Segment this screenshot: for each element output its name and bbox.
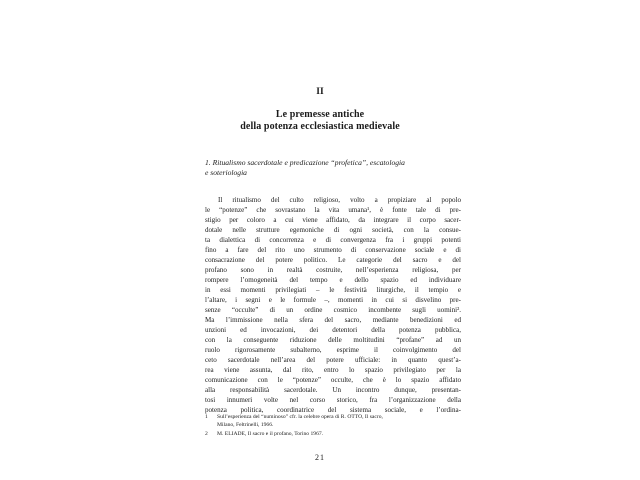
body-line: rompere l’omogeneità del tempo e dello spazio ed individuare — [205, 276, 461, 284]
section-heading-line-1: 1. Ritualismo sacerdotale e predicazione “profetica”, escatologia — [205, 158, 405, 167]
body-line: potenza politica, coordinatrice del sistema sociale, e l’ordina- — [205, 406, 461, 414]
footnote-number: 1 — [205, 414, 208, 420]
body-line: comunicazione con le “potenze” occulte, che è lo spazio affidato — [205, 376, 461, 384]
body-line: con la conseguente riduzione delle moltitudini “profane” ad un — [205, 336, 461, 344]
chapter-title-line-2: della potenza ecclesiastica medievale — [240, 121, 400, 132]
section-heading-line-2: e soteriologia — [205, 168, 247, 177]
body-line: tosi innumeri volte nel corso storico, fra l’organizzazione della — [205, 396, 461, 404]
chapter-number: II — [316, 87, 324, 97]
body-line: stigio per coloro a cui viene affidato, da integrare il corpo sacer- — [205, 216, 461, 224]
chapter-title-line-1: Le premesse antiche — [275, 109, 365, 120]
body-line: consacrazione del potere politico. Le categorie del sacro e del — [205, 256, 461, 264]
footnote-1-continuation: Milano, Feltrinelli, 1966. — [217, 422, 274, 428]
body-line: alla responsabilità sacerdotale. Un incontro dunque, presentan- — [205, 386, 461, 394]
footnote-text: M. ELIADE, Il sacro e il profano, Torino 1967. — [217, 431, 324, 437]
body-line: in essi momenti privilegiati – le festività liturgiche, il tempio e — [205, 286, 461, 294]
footnote-number: 2 — [205, 431, 208, 437]
body-line: le “potenze” che sovrastano la vita umana¹, è fonte tale di pre- — [205, 206, 461, 214]
page-number: 21 — [315, 453, 325, 462]
body-line: ta dialettica di concorrenza e di convergenza fra i gruppi potenti — [205, 236, 461, 244]
body-line: ruolo rigorosamente subalterno, esprime il coinvolgimento del — [205, 346, 461, 354]
body-line: dotale nelle strutture egemoniche di ogni società, con la consue- — [205, 226, 461, 234]
body-line: fino a fare del rito uno strumento di conservazione sociale e di — [205, 246, 461, 254]
body-line: ceto sacerdotale nell’area del potere ufficiale: in quanto quest’a- — [205, 356, 461, 364]
body-line: Il ritualismo del culto religioso, volto a propiziare al popolo — [218, 196, 461, 204]
body-line: rea viene assunta, dal rito, entro lo spazio privilegiato per la — [205, 366, 461, 374]
body-line: profano sono in realtà costruite, nell’esperienza religiosa, per — [205, 266, 461, 274]
footnote-text: Sull’esperienza del “numinoso” cfr. la celebre opera di R. OTTO, Il sacro, — [217, 414, 383, 420]
body-line: unzioni ed invocazioni, dei detentori della potenza pubblica, — [205, 326, 461, 334]
footnote-2 — [205, 430, 465, 438]
body-line: Ma l’immissione nella sfera del sacro, mediante benedizioni ed — [205, 316, 461, 324]
body-line: l’altare, i segni e le formule –, momenti in cui si disvelino pre- — [205, 296, 461, 304]
footnote-1 — [205, 413, 465, 421]
body-line: senze “occulte” di un ordine cosmico incombente sugli uomini². — [205, 306, 461, 314]
